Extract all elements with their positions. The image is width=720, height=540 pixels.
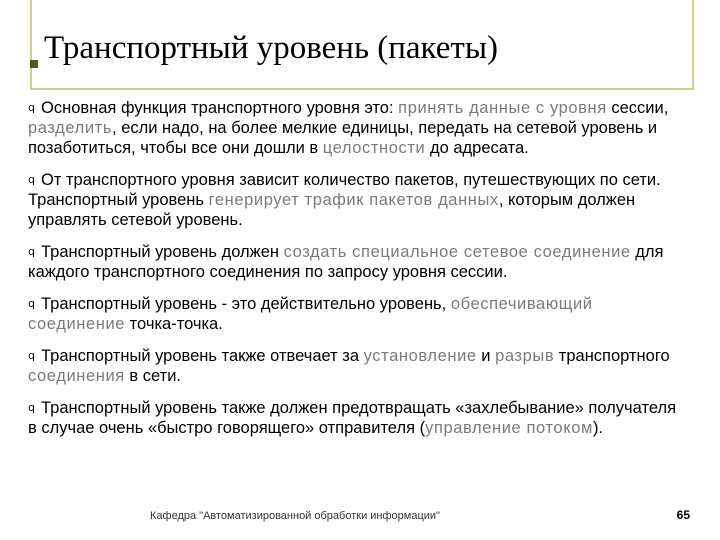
bullet-icon: q	[28, 297, 35, 310]
slide-content	[28, 98, 688, 450]
corner-marker	[30, 60, 38, 68]
paragraph-text: Транспортный уровень также отвечает за	[41, 347, 364, 365]
slide-title: Транспортный уровень (пакеты)	[44, 30, 498, 66]
paragraph-text: для каждого транспортного соединения по запросу уровня сессии.	[28, 243, 664, 281]
bullet-icon: q	[28, 349, 35, 362]
paragraph-text: , если надо, на более мелкие единицы, передать на сетевой уровень и позаботиться, чтобы все они дошли в	[28, 119, 658, 157]
paragraph-text: , которым должен управлять сетевой уровень.	[28, 191, 636, 229]
highlighted-text: разрыв	[495, 347, 555, 365]
highlighted-text: установление	[363, 347, 477, 365]
paragraph-text: Транспортный уровень должен	[41, 243, 284, 261]
highlighted-text: разделить	[28, 119, 113, 137]
paragraph-text: точка-точка.	[125, 315, 223, 333]
paragraph-text: ).	[592, 419, 604, 437]
bullet-icon: q	[28, 173, 35, 186]
paragraph-text: От транспортного уровня зависит количество пакетов, путешествующих по сети. Транспортный уровень	[28, 171, 661, 209]
footer-text: Кафедра "Автоматизированной обработки информации"	[150, 510, 440, 522]
highlighted-text: создать специальное сетевое соединение	[283, 243, 631, 261]
highlighted-text: целостности	[322, 139, 426, 157]
paragraph-text: Транспортный уровень также должен предотвращать «захлебывание» получателя в случае очень «быстро говорящего» отправителя (	[28, 399, 677, 437]
bullet-icon: q	[28, 245, 35, 258]
bullet-paragraph	[28, 170, 688, 230]
bullet-icon: q	[28, 101, 35, 114]
paragraph-text: транспортного	[554, 347, 670, 365]
highlighted-text: управление потоком	[425, 419, 593, 437]
bullet-paragraph	[28, 294, 688, 334]
paragraph-text: Основная функция транспортного уровня это:	[41, 99, 399, 117]
bullet-paragraph	[28, 242, 688, 282]
page-number: 65	[676, 508, 690, 522]
bullet-paragraph	[28, 398, 688, 438]
bullet-paragraph	[28, 98, 688, 158]
bullet-icon: q	[28, 401, 35, 414]
highlighted-text: соединения	[28, 367, 125, 385]
bullet-paragraph	[28, 346, 688, 386]
paragraph-text: и	[476, 347, 496, 365]
highlighted-text: принять данные с уровня	[398, 99, 607, 117]
highlighted-text: генерирует трафик пакетов данных	[208, 191, 499, 209]
paragraph-text: Транспортный уровень - это действительно уровень,	[41, 295, 451, 313]
paragraph-text: до адресата.	[425, 139, 529, 157]
highlighted-text: обеспечивающий соединение	[28, 295, 593, 333]
paragraph-text: сессии,	[606, 99, 669, 117]
paragraph-text: в сети.	[124, 367, 181, 385]
